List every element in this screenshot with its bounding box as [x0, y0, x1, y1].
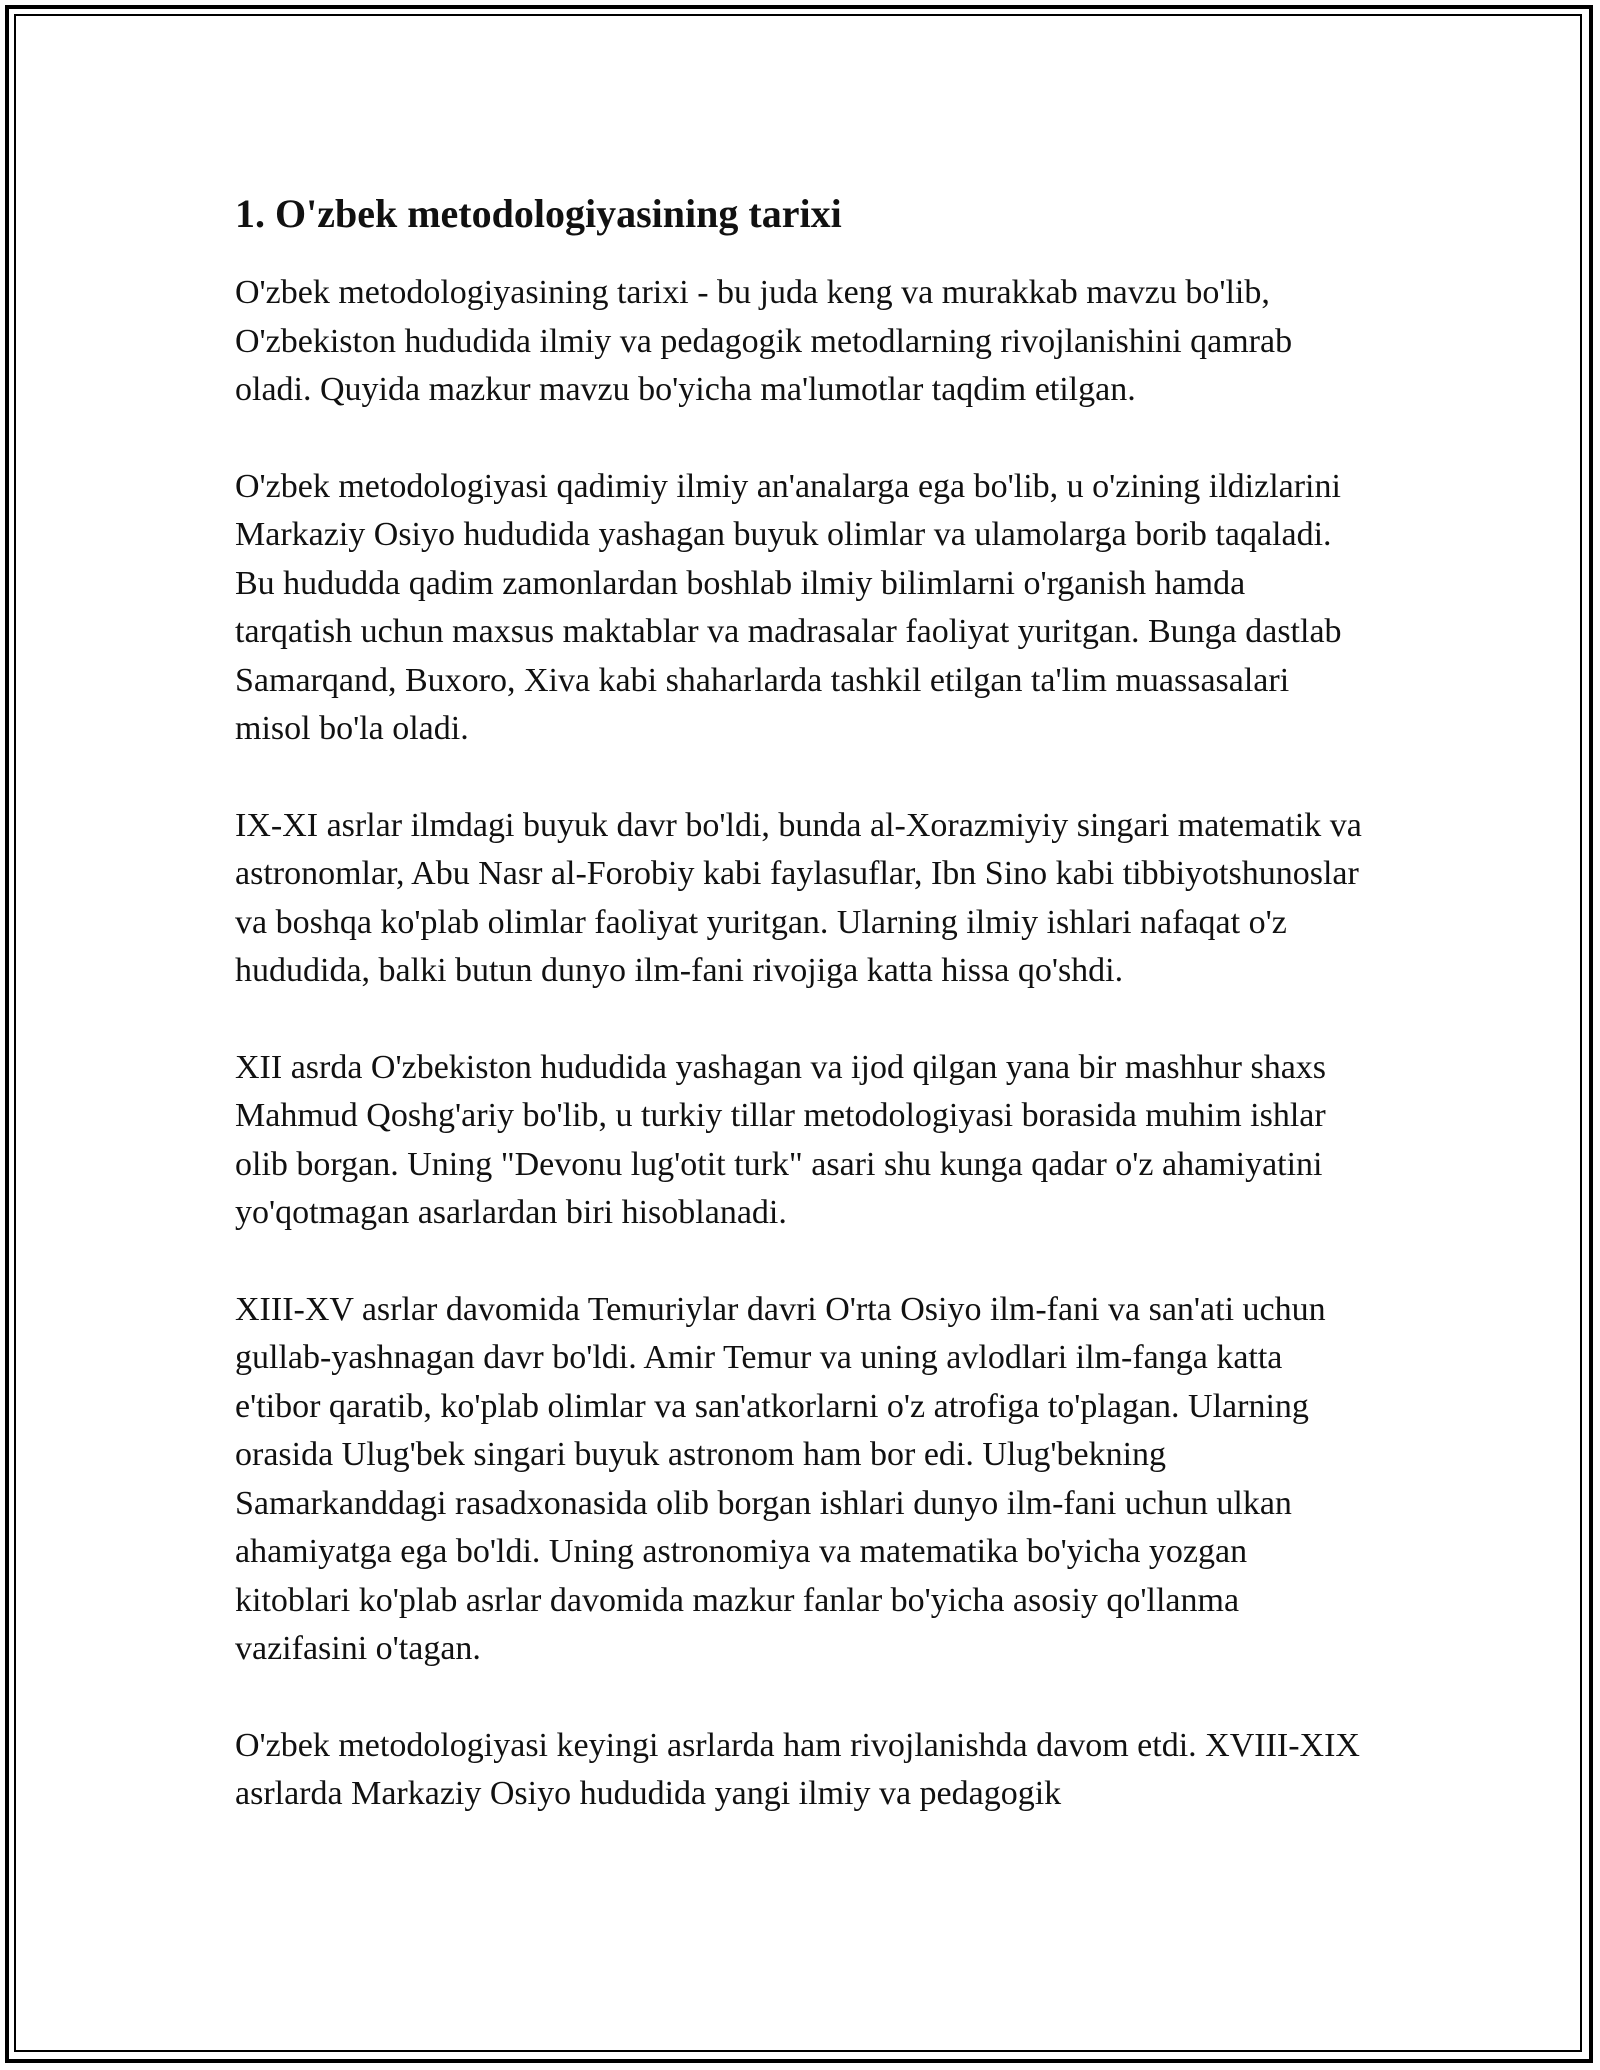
section-heading: 1. O'zbek metodologiyasining tarixi [235, 191, 842, 236]
paragraph-6: O'zbek metodologiyasi keyingi asrlarda ham rivojlanishda davom etdi. XVIII-XIX asrlarda Markaziy Osiyo hududida yangi ilmiy va pedagogik [235, 1726, 1360, 1812]
document-body [235, 185, 1370, 1867]
paragraph-4: XII asrda O'zbekiston hududida yashagan va ijod qilgan yana bir mashhur shaxs Mahmud Qoshg'ariy bo'lib, u turkiy tillar metodologiyasi borasida muhim ishlar olib borgan. Uning "Devonu lug'otit turk" asari shu kunga qadar o'z ahamiyatini yo'qotmagan asarlardan biri hisoblanadi. [235, 1048, 1327, 1231]
paragraph-1: O'zbek metodologiyasining tarixi - bu juda keng va murakkab mavzu bo'lib, O'zbekiston hududida ilmiy va pedagogik metodlarning rivojlanishini qamrab oladi. Quyida mazkur mavzu bo'yicha ma'lumotlar taqdim etilgan. [235, 274, 1293, 408]
paragraph-3: IX-XI asrlar ilmdagi buyuk davr bo'ldi, bunda al-Xorazmiyiy singari matematik va astronomlar, Abu Nasr al-Forobiy kabi faylasuflar, Ibn Sino kabi tibbiyotshunoslar va boshqa ko'plab olimlar faoliyat yuritgan. Ularning ilmiy ishlari nafaqat o'z hududida, balki butun dunyo ilm-fani rivojiga katta hissa qo'shdi. [235, 806, 1362, 989]
paragraph-2: O'zbek metodologiyasi qadimiy ilmiy an'analarga ega bo'lib, u o'zining ildizlarini Markaziy Osiyo hududida yashagan buyuk olimlar va ulamolarga borib taqaladi. Bu hududda qadim zamonlardan boshlab ilmiy bilimlarni o'rganish hamda tarqatish uchun maxsus maktablar va madrasalar faoliyat yuritgan. Bunga dastlab Samarqand, Buxoro, Xiva kabi shaharlarda tashkil etilgan ta'lim muassasalari misol bo'la oladi. [235, 467, 1342, 747]
paragraph-5: XIII-XV asrlar davomida Temuriylar davri O'rta Osiyo ilm-fani va san'ati uchun gullab-yashnagan davr bo'ldi. Amir Temur va uning avlodlari ilm-fanga katta e'tibor qaratib, ko'plab olimlar va san'atkorlarni o'z atrofiga to'plagan. Ularning orasida Ulug'bek singari buyuk astronom ham bor edi. Ulug'bekning Samarkanddagi rasadxonasida olib borgan ishlari dunyo ilm-fani uchun ulkan ahamiyatga ega bo'ldi. Uning astronomiya va matematika bo'yicha yozgan kitoblari ko'plab asrlar davomida mazkur fanlar bo'yicha asosiy qo'llanma vazifasini o'tagan. [235, 1290, 1326, 1667]
